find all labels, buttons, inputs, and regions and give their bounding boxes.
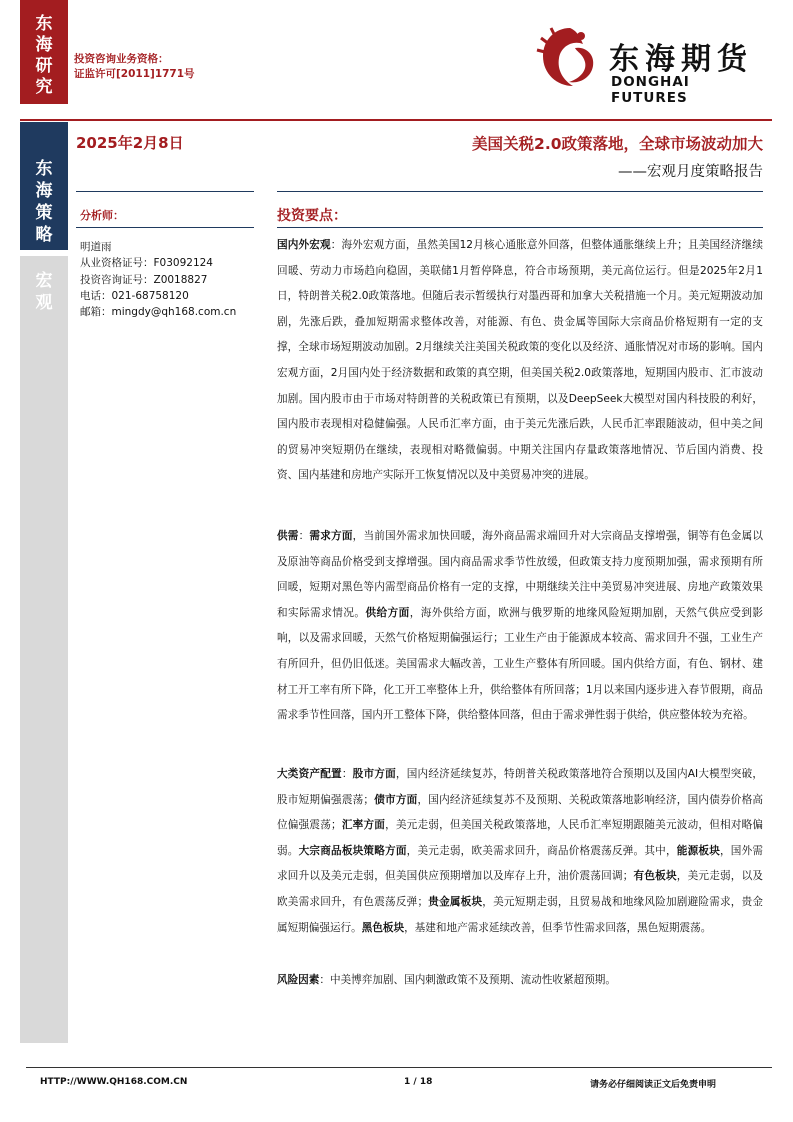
- page-number: 1 / 18: [404, 1077, 433, 1087]
- colon: ：: [341, 768, 353, 780]
- ferrous-text: ，基建和地产需求延续改善，但季节性需求回落，黑色短期震荡。: [404, 921, 712, 934]
- demand-text: ，当前国外需求加快回暖，海外商品需求端回升对大宗商品支撑增强，铜等有色金属以及原油等商品价格受到支撑增强。国内商品需求季节性放缓，但政策支持力度预期加强，需求预期有所回暖，短期对黑色等内需型商品价格有一定的支撑，中期继续关注中美贸易冲突进展、房地产政策效果和实际需求情况。: [277, 530, 764, 619]
- report-date: 2025年2月8日: [76, 134, 184, 152]
- paragraph-asset-allocation: [277, 762, 763, 941]
- stock-label: 股市方面: [352, 768, 396, 780]
- dragon-logo-icon: [535, 22, 605, 94]
- precious-metals-text: ，美元短期走弱，且贸易战和地缘风险加剧避险需求，贵金属短期偏强运行。: [277, 895, 764, 934]
- research-tab: [20, 0, 68, 104]
- risk-label: 风险因素: [277, 974, 320, 986]
- strategy-tab: [20, 122, 68, 250]
- fx-text: ，美元走弱，但美国关税政策落地，人民币汇率短期跟随美元波动，但相对略偏弱。: [277, 819, 764, 857]
- logo-english-text: DONGHAI FUTURES: [611, 74, 690, 106]
- commodity-label: 大宗商品板块策略方面: [298, 844, 407, 857]
- analyst-email[interactable]: 邮箱：mingdy@qh168.com.cn: [80, 306, 237, 319]
- points-heading: 投资要点：: [277, 208, 347, 224]
- strategy-tab-label: 东海策略: [35, 159, 53, 245]
- risk-text: ：中美博弈加剧、国内刺激政策不及预期、流动性收紧超预期。: [319, 974, 616, 986]
- nonferrous-text: ，美元走弱，以及欧美需求回升，有色震荡反弹；: [277, 870, 764, 908]
- bond-label: 债市方面: [374, 793, 418, 806]
- analyst-info: [80, 239, 236, 320]
- supply-label: 供给方面: [365, 606, 410, 619]
- paragraph-risk: [277, 968, 763, 994]
- nonferrous-label: 有色板块: [633, 870, 677, 883]
- asset-allocation-label: 大类资产配置: [277, 768, 342, 780]
- logo-chinese-text: 东海期货: [609, 42, 753, 77]
- research-tab-label: 东海研究: [35, 14, 53, 97]
- points-underline: [277, 227, 763, 228]
- analyst-underline: [76, 227, 254, 228]
- macro-label: 国内外宏观: [277, 239, 331, 251]
- license-line-2: 证监许可[2011]1771号: [74, 68, 195, 80]
- header-divider: [20, 119, 772, 121]
- demand-label: 需求方面: [309, 530, 353, 542]
- report-subtitle: ——宏观月度策略报告: [618, 164, 763, 180]
- report-title: 美国关税2.0政策落地，全球市场波动加大: [472, 135, 763, 153]
- footer-divider: [26, 1067, 772, 1068]
- license-line-1: 投资咨询业务资格：: [74, 53, 169, 65]
- analyst-heading: 分析师：: [80, 209, 124, 222]
- footer-url[interactable]: HTTP://WWW.QH168.COM.CN: [40, 1077, 188, 1087]
- supply-demand-label: 供需: [277, 530, 299, 542]
- commodity-text: ，美元走弱，欧美需求回升，商品价格震荡反弹。其中，: [406, 844, 677, 857]
- points-divider: [277, 191, 763, 192]
- fx-label: 汇率方面: [341, 819, 386, 832]
- paragraph-macro: [277, 233, 763, 489]
- analyst-phone: 电话：021-68758120: [80, 289, 189, 302]
- supply-text: ，海外供给方面，欧洲与俄罗斯的地缘风险短期加剧，天然气供应受到影响，以及需求回暖，天然气价格短期偏强运行；工业生产由于能源成本较高、需求回升不强，工业生产有所回升，但仍旧低迷。美国需求大幅改善，工业生产整体有所回暖。国内供给方面，有色、钢材、建材工开工率有所下降，化工开工率整体上升，供给整体有所回落；1月以来国内逐步进入春节假期，商品需求季节性回落，国内开工整体下降，供给整体回落，但由于需求弹性弱于供给，供应整体较为充裕。: [277, 606, 764, 722]
- macro-tab-label: 宏观: [35, 271, 53, 313]
- macro-tab: [20, 256, 68, 1043]
- company-logo: [535, 22, 767, 106]
- analyst-divider: [76, 191, 254, 192]
- colon: ：: [298, 530, 310, 542]
- energy-label: 能源板块: [676, 844, 720, 857]
- ferrous-label: 黑色板块: [361, 921, 405, 934]
- analyst-cert-2: 投资咨询证号：Z0018827: [80, 273, 208, 286]
- energy-text: ，国外需求回升以及美元走弱，但美国供应预期增加以及库存上升，油价震荡回调；: [277, 844, 764, 883]
- macro-text: ：海外宏观方面，虽然美国12月核心通胀意外回落，但整体通胀继续上升；且美国经济继续回暖、劳动力市场趋向稳固，美联储1月暂停降息，符合市场预期，美元高位运行。但是2025年2月1日，特朗普关税2.0政策落地。但随后表示暂缓执行对墨西哥和加拿大关税措施一个月。美元短期波动加剧，先涨后跌，叠加短期需求整体改善，对能源、有色、贵金属等国际大宗商品价格短期有一定的支撑，全球市场短期波动加剧。2月继续关注美国关税政策的变化以及经济、通胀情况对市场的影响。国内宏观方面，2月国内处于经济数据和政策的真空期，但美国关税2.0政策落地，短期国内股市、汇市波动加剧。国内股市由于市场对特朗普的关税政策已有预期，以及DeepSeek大模型对国内科技股的利好，国内股市表现相对稳健偏强。人民币汇率方面，由于美元先涨后跌，人民币汇率跟随波动，但中美之间的贸易冲突短期仍在继续，表现相对略微偏弱。中期关注国内存量政策落地情况、节后国内消费、投资、国内基建和房地产实际开工恢复情况以及中美贸易冲突的进展。: [277, 239, 764, 482]
- stock-text: ，国内经济延续复苏，特朗普关税政策落地符合预期以及国内AI大模型突破，股市短期偏强震荡；: [277, 768, 764, 806]
- precious-metals-label: 贵金属板块: [428, 895, 483, 908]
- bond-text: ，国内经济延续复苏不及预期、关税政策落地影响经济，国内债券价格高位偏强震荡；: [277, 793, 764, 832]
- analyst-cert-1: 从业资格证号：F03092124: [80, 257, 213, 270]
- license-info: [74, 52, 195, 82]
- footer-disclaimer: 请务必仔细阅读正文后免责申明: [590, 1080, 717, 1090]
- analyst-name: 明道雨: [80, 241, 112, 253]
- paragraph-supply-demand: [277, 524, 763, 729]
